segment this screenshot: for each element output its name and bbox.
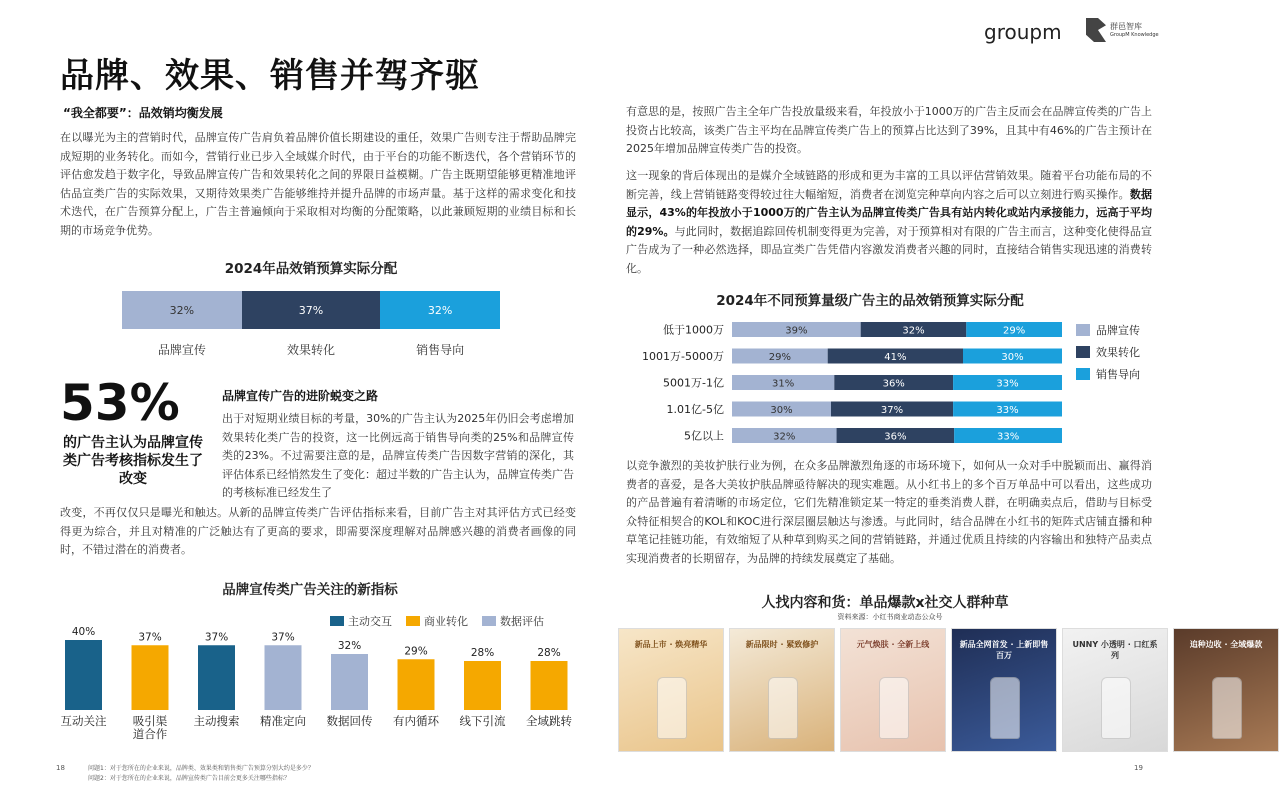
evolution-paragraph: 出于对短期业绩目标的考量，30%的广告主认为2025年仍旧会考虑增加效果转化类广告的投资，这一比例远高于销售导向类的25%和品牌宣传类的23%。不过需要注意的是，品牌宣传类广告因数字营销的深化，其评估体系已经悄然发生了变化：超过半数的广告主认为，品牌宣传类广告的考核标准已经发生了	[222, 412, 574, 499]
footnote-1: 问题1：对于您所在的企业来说，品牌类、效果类和销售类广告预算分别大约是多少？	[88, 765, 314, 772]
chart3-value-label: 36%	[882, 378, 905, 390]
chart3-legend-label: 效果转化	[1096, 346, 1140, 359]
chart2-category-label: 有内循环	[393, 714, 439, 728]
chart3-category-label: 5001万-1亿	[663, 376, 724, 390]
chart2-bar	[398, 659, 435, 710]
chart1-category-labels	[122, 341, 500, 361]
chart2-bar	[132, 645, 169, 710]
product-ad-image	[618, 628, 724, 752]
chart3-value-label: 32%	[773, 431, 796, 443]
product-ad-image	[1062, 628, 1168, 752]
chart2-category-label: 全域跳转	[526, 714, 572, 728]
product-ad-image	[951, 628, 1057, 752]
product-ad-caption: 新品限时 · 紧致修护	[745, 640, 819, 649]
section-subhead: “我全都要”：品效销均衡发展	[63, 106, 223, 120]
right-paragraph-3: 以竞争激烈的美妆护肤行业为例，在众多品牌激烈角逐的市场环境下，如何从一众对手中脱颖而出、赢得消费者的喜爱，是各大美妆护肤品牌亟待解决的现实难题。从小红书上的多个百万单品中可以看出，这些成功的产品普遍有着清晰的市场定位，它们先精准锁定某一特定的垂类消费人群，在明确卖点后，借助与目标受众特征相契合的KOL和KOC进行深层圈层触达与渗透。与此同时，结合品牌在小红书的矩阵式店铺直播和种草笔记挂链功能，有效缩短了从种草到购买之间的营销链路，并通过优质且持续的内容输出和独特产品卖点实现消费者的长期留存，为品牌的持续发展奠定了基础。	[626, 459, 1152, 565]
chart3-value-label: 37%	[880, 405, 904, 416]
chart3-category-label: 1.01亿-5亿	[666, 403, 724, 416]
chart3-value-label: 30%	[770, 405, 793, 416]
chart3-legend-label: 销售导向	[1096, 368, 1140, 381]
chart2-category-label: 线下引流	[459, 714, 506, 728]
intro-paragraph: 在以曝光为主的营销时代，品牌宣传广告肩负着品牌价值长期建设的重任，效果广告则专注于帮助品牌完成短期的业务转化。而如今，营销行业已步入全域媒介时代，由于平台的功能不断迭代，各个营销环节的评估愈发趋于数字化，导致品牌宣传广告和效果转化之间的界限日益模糊。广告主既期望能够更精准地评估品宣类广告的实际效果，又期待效果类广告能够维持并提升品牌的市场声量。基于这样的需求变化和技术迭代，在广告预算分配上，广告主普遍倾向于采取相对均衡的分配策略，以此兼顾短期的业绩目标和长期的市场竞争优势。	[60, 131, 576, 237]
right-paragraph-1: 有意思的是，按照广告主全年广告投放量级来看，年投放小于1000万的广告主反而会在品牌宣传类的广告上投资占比较高，该类广告主平均在品牌宣传类广告上的预算占比达到了39%，且其中有46%的广告主预计在2025年增加品牌宣传类广告的投资。	[626, 105, 1152, 155]
logo-line1: 群邑智库	[1110, 22, 1142, 32]
footnote-2: 问题2：对于您所在的企业来说，品牌宣传类广告目前会更多关注哪些指标？	[88, 775, 290, 782]
image-strip-title: 人找内容和货：单品爆款x社交人群种草	[761, 595, 1009, 611]
product-bottle-icon	[1212, 677, 1242, 739]
chart2-value-label: 28%	[537, 647, 561, 659]
chart3-legend-label: 品牌宣传	[1096, 324, 1140, 337]
chart2-category-label: 互动关注	[60, 714, 107, 728]
chart1-title: 2024年品效销预算实际分配	[224, 261, 398, 277]
chart2-bar	[464, 661, 501, 710]
evolution-paragraph-cont: 改变，不再仅仅只是曝光和触达。从新的品牌宣传类广告评估指标来看，目前广告主对其评估方式已经变得更为综合，并且对精准的广泛触达有了更高的要求，即需要深度理解对品牌感兴趣的消费者画像的同时，不错过潜在的消费者。	[60, 506, 576, 556]
chart2-value-label: 37%	[271, 631, 295, 644]
chart2-category-label: 主动搜索	[193, 714, 240, 728]
chart2-bar	[531, 661, 568, 710]
groupm-logo: groupm	[984, 20, 1062, 44]
right-paragraph-2: 这一现象的背后体现出的是媒介全域链路的形成和更为丰富的工具以评估营销效果。随着平台功能布局的不断完善，线上营销链路变得较过往大幅缩短，消费者在浏览完种草向内容之后可以立刻进行购买操作。数据显示，43%的年投放小于1000万的广告主认为品牌宣传类广告具有站内转化或站内承接能力，远高于平均的29%。与此同时，数据追踪回传机制变得更为完善，对于预算相对有限的广告主而言，这种变化使得品宣广告成为了一种必然选择，即品宣类广告凭借内容激发消费者兴趣的同时，直接结合销售实现迅速的消费转化。	[626, 169, 1153, 275]
chart2-bar	[65, 640, 102, 710]
product-bottle-icon	[879, 677, 909, 739]
chart2-category-label: 精准定向	[260, 714, 306, 728]
chart2-bar	[198, 645, 235, 710]
big-stat-number: 53%	[60, 374, 180, 432]
product-ad-image	[729, 628, 835, 752]
chart2-svg	[55, 625, 585, 750]
chart2-value-label: 37%	[204, 631, 229, 644]
product-bottle-icon	[768, 677, 798, 739]
page-title: 品牌、效果、销售并驾齐驱	[60, 56, 480, 96]
chart2-category-label: 吸引渠	[132, 714, 168, 728]
chart3-value-label: 31%	[772, 378, 795, 390]
product-ad-caption: 追种边收 · 全域爆款	[1189, 640, 1263, 649]
chart3-value-label: 29%	[768, 352, 791, 363]
chart3-value-label: 41%	[884, 352, 907, 363]
chart3-value-label: 33%	[996, 431, 1020, 443]
chart3-value-label: 33%	[996, 405, 1019, 416]
chart2-value-label: 28%	[470, 647, 495, 659]
chart1-category-label: 品牌宣传	[157, 343, 206, 357]
chart1-segment: 32%	[122, 291, 242, 329]
product-ad-image	[840, 628, 946, 752]
chart3-value-label: 29%	[1003, 325, 1026, 337]
page-number-right: 19	[1134, 764, 1143, 772]
product-bottle-icon	[990, 677, 1020, 739]
chart3-value-label: 32%	[902, 325, 925, 337]
chart3-legend-swatch	[1076, 324, 1090, 336]
chart3-category-label: 5亿以上	[684, 429, 724, 443]
chart2-value-label: 40%	[71, 626, 96, 638]
evolution-subhead: 品牌宣传广告的进阶蜕变之路	[222, 389, 379, 403]
chart2-bar	[331, 654, 368, 710]
product-bottle-icon	[657, 677, 687, 739]
chart2-title: 品牌宣传类广告关注的新指标	[222, 582, 398, 598]
legend-item-conversion: 商业转化	[406, 613, 468, 629]
product-ad-image	[1173, 628, 1279, 752]
image-strip-source: 资料来源：小红书商业动态公众号	[837, 613, 943, 621]
chart3-legend-swatch	[1076, 368, 1090, 380]
page-number-left: 18	[56, 764, 65, 772]
chart2-bar	[265, 645, 302, 710]
chart3-category-label: 1001万-5000万	[642, 350, 724, 363]
chart2-value-label: 29%	[404, 645, 428, 658]
chart2-value-label: 32%	[337, 640, 362, 652]
chart3-value-label: 30%	[1001, 352, 1024, 363]
product-ad-caption: UNNY 小透明 · 口红系列	[1072, 640, 1158, 660]
chart2-value-label: 37%	[138, 631, 162, 644]
legend-item-interaction: 主动交互	[330, 613, 392, 629]
chart3-value-label: 33%	[996, 378, 1019, 390]
product-ad-caption: 元气焕肤 · 全新上线	[856, 640, 930, 649]
logo-line2: GroupM Knowledge	[1110, 31, 1159, 38]
chart3-title: 2024年不同预算量级广告主的品效销预算实际分配	[716, 293, 1024, 309]
chart1-category-label: 销售导向	[416, 343, 465, 357]
chart3-svg	[620, 314, 1180, 454]
chart3-legend-swatch	[1076, 346, 1090, 358]
chart2-category-label: 数据回传	[326, 714, 373, 728]
chart1-segment: 37%	[242, 291, 380, 329]
product-ad-caption: 新品上市 · 焕亮精华	[634, 640, 708, 649]
chart1-bar	[122, 291, 500, 329]
chart3-value-label: 36%	[884, 431, 907, 443]
product-bottle-icon	[1101, 677, 1131, 739]
chart3-category-label: 低于1000万	[663, 323, 724, 337]
chart3-value-label: 39%	[785, 325, 808, 337]
chart1-segment: 32%	[380, 291, 500, 329]
groupm-knowledge-logo	[1086, 18, 1159, 42]
legend-item-evaluation: 数据评估	[482, 613, 544, 629]
big-stat-text: 的广告主认为品牌宣传类广告考核指标发生了改变	[63, 435, 203, 487]
product-ad-caption: 新品全网首发 · 上新即售百万	[959, 640, 1049, 660]
chart2-category-label: 道合作	[132, 727, 168, 741]
groupm-knowledge-mark-icon	[1086, 18, 1106, 42]
chart1-category-label: 效果转化	[286, 343, 335, 357]
